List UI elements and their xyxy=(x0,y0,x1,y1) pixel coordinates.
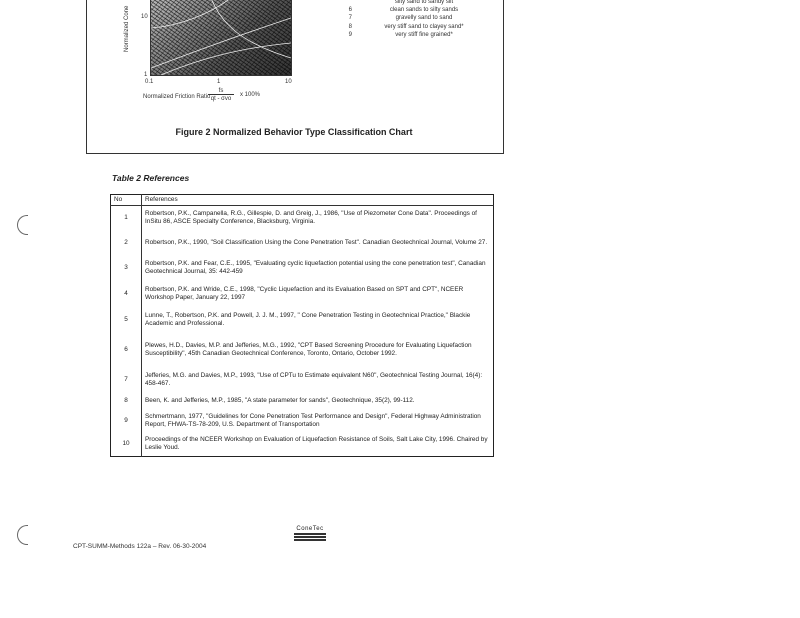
legend-row: silty sand to sandy silt xyxy=(394,0,454,5)
binder-hole xyxy=(17,525,28,545)
header-no: No xyxy=(111,195,142,206)
x-tick-0-1: 0.1 xyxy=(145,79,154,85)
x-tick-1: 1 xyxy=(217,79,221,85)
y-tick-1: 1 xyxy=(144,72,148,78)
legend-row: 9 very stiff fine grained* xyxy=(348,31,453,38)
y-axis-label: Normalized Cone xyxy=(124,5,130,52)
table-row: 5 Lunne, T., Robertson, P.K. and Powell, J. J. M., 1997, " Cone Penetration Testing in Geotechnical Practice," Blackie Academic and Professional. xyxy=(111,307,494,333)
x-axis-formula-numerator: fs xyxy=(208,88,234,95)
zone-boundary-1 xyxy=(151,18,291,68)
table-row: 10 Proceedings of the NCEER Workshop on Evaluation of Liquefaction Resistance of Soils, Salt Lake City, 1996. Chaired by Leslie Youd. xyxy=(111,433,494,457)
table-row: 6 Plewes, H.D., Davies, M.P. and Jefferies, M.G., 1992, "CPT Based Screening Procedure for Evaluating Liquefaction Susceptibility", 45th Canadian Geotechnical Conference, Toronto, Ontario, October 1992. xyxy=(111,333,494,367)
classification-chart-plot xyxy=(150,0,292,76)
logo-text: ConeTec xyxy=(296,526,324,532)
x-axis-formula-suffix: x 100% xyxy=(240,92,261,98)
legend-row: 6 clean sands to silty sands xyxy=(348,7,459,14)
zone-boundary-2 xyxy=(161,43,291,75)
binder-hole xyxy=(17,215,28,235)
legend-row: 7 gravelly sand to sand xyxy=(348,15,453,22)
x-axis-formula-denominator: qt - σvo xyxy=(210,96,232,102)
footer-text: CPT-SUMM-Methods 122a – Rev. 06-30-2004 xyxy=(73,543,207,550)
table-row: 7 Jefferies, M.G. and Davies, M.P., 1993, "Use of CPTu to Estimate equivalent N60", Geotechnical Testing Journal, 16(4): 458-467. xyxy=(111,367,494,393)
company-logo xyxy=(294,526,326,546)
x-axis-label: Normalized Friction Ratio xyxy=(143,94,211,100)
table-row: 3 Robertson, P.K. and Fear, C.E., 1995, "Evaluating cyclic liquefaction potential using the cone penetration test", Canadian Geotechnical Journal, 35: 442-459 xyxy=(111,256,494,281)
table-row: 8 Been, K. and Jefferies, M.P., 1985, "A state parameter for sands", Geotechnique, 35(2), 99-112. xyxy=(111,393,494,409)
header-references: References xyxy=(142,195,494,206)
x-tick-10: 10 xyxy=(285,79,292,85)
table-row: 4 Robertson, P.K. and Wride, C.E., 1998, "Cyclic Liquefaction and its Evaluation Based on SPT and CPT", NCEER Workshop Paper, January 22, 1997 xyxy=(111,281,494,307)
table-row: 9 Schmertmann, 1977, "Guidelines for Cone Penetration Test Performance and Design", Federal Highway Administration Report, FHWA-TS-78-209, U.S. Department of Transportation xyxy=(111,409,494,433)
references-table xyxy=(110,194,494,457)
table-title: Table 2 References xyxy=(112,173,190,183)
table-header-row xyxy=(111,195,494,206)
table-row: 1 Robertson, P.K., Campanella, R.G., Gillespie, D. and Greig, J., 1986, "Use of Piezometer Cone Data". Proceedings of InSitu 86, ASCE Specialty Conference, Blacksburg, Virginia. xyxy=(111,206,494,231)
table-row: 2 Robertson, P.K., 1990, "Soil Classification Using the Cone Penetration Test". Canadian Geotechnical Journal, Volume 27. xyxy=(111,231,494,256)
y-tick-10: 10 xyxy=(141,14,148,20)
legend-row: 8 very stiff sand to clayey sand* xyxy=(348,23,464,30)
zone-boundary-3 xyxy=(211,0,291,58)
chart-legend xyxy=(330,0,490,39)
zone-boundaries xyxy=(151,0,291,75)
figure-caption: Figure 2 Normalized Behavior Type Classification Chart xyxy=(175,127,413,137)
